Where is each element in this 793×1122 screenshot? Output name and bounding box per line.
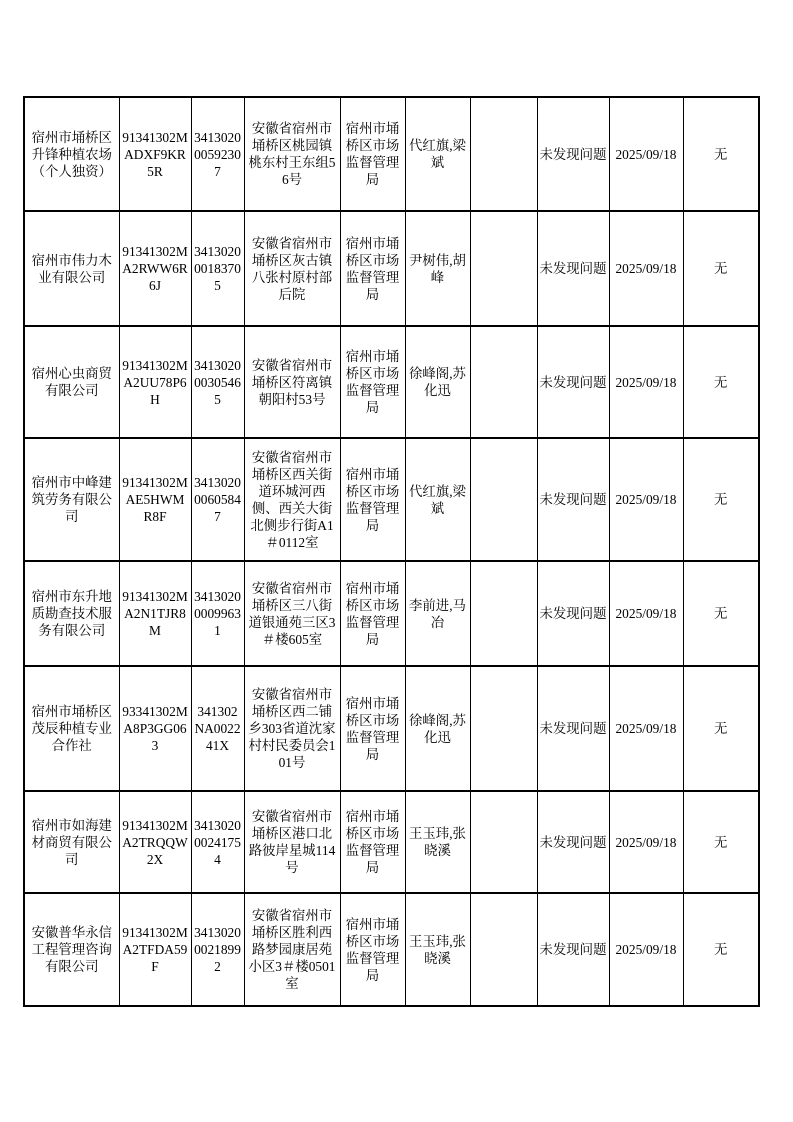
- cell-address: 安徽省宿州市埇桥区三八街道银通苑三区3＃楼605室: [244, 561, 340, 666]
- table-row: [24, 791, 759, 893]
- cell-credit-code: 93341302MA8P3GG063: [119, 666, 191, 791]
- cell-inspectors: 王玉玮,张晓溪: [405, 791, 470, 893]
- cell-remark: 无: [683, 326, 759, 438]
- table-row: [24, 561, 759, 666]
- cell-date: 2025/09/18: [609, 438, 683, 561]
- cell-result: 未发现问题: [537, 791, 609, 893]
- cell-reg-no: 341302000218992: [191, 893, 244, 1006]
- cell-date: 2025/09/18: [609, 97, 683, 211]
- cell-credit-code: 91341302MA2TFDA59F: [119, 893, 191, 1006]
- cell-address: 安徽省宿州市埇桥区胜利西路梦园康居苑小区3＃楼0501室: [244, 893, 340, 1006]
- cell-credit-code: 91341302MA2TRQQW2X: [119, 791, 191, 893]
- cell-address: 安徽省宿州市埇桥区灰古镇八张村原村部后院: [244, 211, 340, 326]
- cell-inspectors: 代红旗,梁斌: [405, 97, 470, 211]
- cell-address: 安徽省宿州市埇桥区桃园镇桃东村王东组56号: [244, 97, 340, 211]
- table-row: [24, 97, 759, 211]
- cell-inspectors: 王玉玮,张晓溪: [405, 893, 470, 1006]
- cell-remark: 无: [683, 893, 759, 1006]
- cell-result: 未发现问题: [537, 97, 609, 211]
- cell-reg-no: 341302000592307: [191, 97, 244, 211]
- cell-authority: 宿州市埇桥区市场监督管理局: [340, 211, 405, 326]
- cell-authority: 宿州市埇桥区市场监督管理局: [340, 561, 405, 666]
- cell-date: 2025/09/18: [609, 666, 683, 791]
- cell-remark: 无: [683, 561, 759, 666]
- table-row: [24, 666, 759, 791]
- cell-reg-no: 341302000305465: [191, 326, 244, 438]
- table-row: [24, 438, 759, 561]
- cell-blank: [470, 666, 537, 791]
- inspection-records-table: [23, 96, 760, 1007]
- table-row: [24, 893, 759, 1006]
- cell-remark: 无: [683, 791, 759, 893]
- cell-remark: 无: [683, 97, 759, 211]
- cell-remark: 无: [683, 211, 759, 326]
- table-row: [24, 326, 759, 438]
- cell-authority: 宿州市埇桥区市场监督管理局: [340, 438, 405, 561]
- cell-result: 未发现问题: [537, 893, 609, 1006]
- cell-name: 宿州市中峰建筑劳务有限公司: [24, 438, 119, 561]
- cell-blank: [470, 791, 537, 893]
- cell-result: 未发现问题: [537, 211, 609, 326]
- cell-inspectors: 徐峰阁,苏化迅: [405, 666, 470, 791]
- cell-inspectors: 李前进,马冶: [405, 561, 470, 666]
- cell-authority: 宿州市埇桥区市场监督管理局: [340, 666, 405, 791]
- cell-date: 2025/09/18: [609, 326, 683, 438]
- cell-reg-no: 341302000099631: [191, 561, 244, 666]
- cell-address: 安徽省宿州市埇桥区西二铺乡303省道沈家村村民委员会101号: [244, 666, 340, 791]
- cell-address: 安徽省宿州市埇桥区港口北路彼岸星城114号: [244, 791, 340, 893]
- cell-address: 安徽省宿州市埇桥区符离镇朝阳村53号: [244, 326, 340, 438]
- cell-inspectors: 尹树伟,胡峰: [405, 211, 470, 326]
- cell-reg-no: 341302000183705: [191, 211, 244, 326]
- cell-authority: 宿州市埇桥区市场监督管理局: [340, 97, 405, 211]
- cell-blank: [470, 97, 537, 211]
- table-row: [24, 211, 759, 326]
- cell-blank: [470, 561, 537, 666]
- cell-authority: 宿州市埇桥区市场监督管理局: [340, 326, 405, 438]
- cell-result: 未发现问题: [537, 438, 609, 561]
- cell-reg-no: 341302NA002241X: [191, 666, 244, 791]
- cell-inspectors: 徐峰阁,苏化迅: [405, 326, 470, 438]
- cell-date: 2025/09/18: [609, 791, 683, 893]
- cell-result: 未发现问题: [537, 326, 609, 438]
- cell-name: 宿州市伟力木业有限公司: [24, 211, 119, 326]
- cell-result: 未发现问题: [537, 561, 609, 666]
- cell-credit-code: 91341302MAE5HWMR8F: [119, 438, 191, 561]
- cell-credit-code: 91341302MADXF9KR5R: [119, 97, 191, 211]
- cell-remark: 无: [683, 438, 759, 561]
- cell-credit-code: 91341302MA2N1TJR8M: [119, 561, 191, 666]
- table-body: [24, 97, 759, 1006]
- cell-reg-no: 341302000605847: [191, 438, 244, 561]
- cell-blank: [470, 326, 537, 438]
- cell-result: 未发现问题: [537, 666, 609, 791]
- cell-reg-no: 341302000241754: [191, 791, 244, 893]
- cell-date: 2025/09/18: [609, 561, 683, 666]
- cell-date: 2025/09/18: [609, 211, 683, 326]
- cell-name: 宿州心虫商贸有限公司: [24, 326, 119, 438]
- cell-name: 宿州市如海建材商贸有限公司: [24, 791, 119, 893]
- cell-name: 宿州市东升地质勘查技术服务有限公司: [24, 561, 119, 666]
- cell-name: 宿州市埇桥区茂辰种植专业合作社: [24, 666, 119, 791]
- cell-credit-code: 91341302MA2RWW6R6J: [119, 211, 191, 326]
- cell-name: 宿州市埇桥区升锋种植农场（个人独资）: [24, 97, 119, 211]
- cell-blank: [470, 438, 537, 561]
- cell-credit-code: 91341302MA2UU78P6H: [119, 326, 191, 438]
- cell-name: 安徽普华永信工程管理咨询有限公司: [24, 893, 119, 1006]
- cell-remark: 无: [683, 666, 759, 791]
- cell-date: 2025/09/18: [609, 893, 683, 1006]
- cell-authority: 宿州市埇桥区市场监督管理局: [340, 791, 405, 893]
- cell-authority: 宿州市埇桥区市场监督管理局: [340, 893, 405, 1006]
- cell-blank: [470, 211, 537, 326]
- cell-address: 安徽省宿州市埇桥区西关街道环城河西侧、西关大街北侧步行街A1＃0112室: [244, 438, 340, 561]
- cell-blank: [470, 893, 537, 1006]
- cell-inspectors: 代红旗,梁斌: [405, 438, 470, 561]
